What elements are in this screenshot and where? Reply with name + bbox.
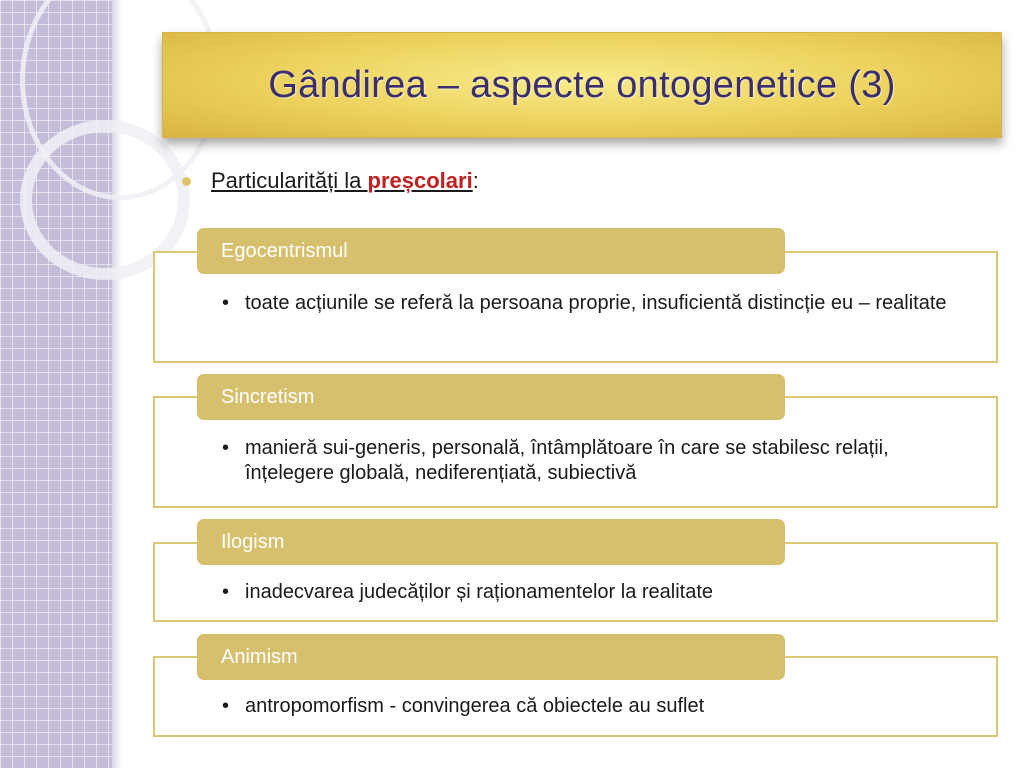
item-heading-animism bbox=[197, 634, 785, 680]
item-description-text: manieră sui-generis, personală, întâmplătoare în care se stabilesc relații, înțelegere globală, nediferențiată, subiectivă bbox=[245, 437, 889, 484]
slide-title: Gândirea – aspecte ontogenetice (3) bbox=[268, 63, 896, 106]
item-description-animism bbox=[218, 694, 978, 719]
item-description-text: inadecvarea judecăților și raționamentelor la realitate bbox=[245, 581, 714, 603]
bullet-icon: • bbox=[222, 437, 230, 459]
bullet-dot-icon bbox=[182, 177, 191, 186]
intro-bullet bbox=[182, 168, 479, 194]
bullet-icon: • bbox=[222, 292, 230, 314]
item-heading-label: Sincretism bbox=[221, 385, 315, 408]
item-description-text: toate acțiunile se referă la persoana proprie, insuficientă distincție eu – realitate bbox=[245, 292, 947, 314]
intro-text bbox=[211, 168, 473, 194]
item-heading-label: Animism bbox=[221, 645, 298, 668]
item-heading-egocentrism bbox=[197, 228, 785, 274]
item-heading-label: Ilogism bbox=[221, 530, 285, 553]
intro-suffix: : bbox=[472, 168, 479, 193]
item-description-egocentrism bbox=[218, 291, 978, 316]
item-heading-ilogism bbox=[197, 519, 785, 565]
intro-highlight: preșcolari bbox=[367, 168, 473, 193]
bullet-icon: • bbox=[222, 581, 230, 603]
item-description-sincretism bbox=[218, 436, 978, 486]
title-banner bbox=[162, 32, 1002, 138]
item-heading-sincretism bbox=[197, 374, 785, 420]
item-description-text: antropomorfism - convingerea că obiectele au suflet bbox=[245, 695, 705, 717]
item-heading-label: Egocentrismul bbox=[221, 239, 348, 262]
bullet-icon: • bbox=[222, 695, 230, 717]
item-description-ilogism bbox=[218, 580, 978, 605]
intro-prefix: Particularități la bbox=[211, 168, 368, 193]
